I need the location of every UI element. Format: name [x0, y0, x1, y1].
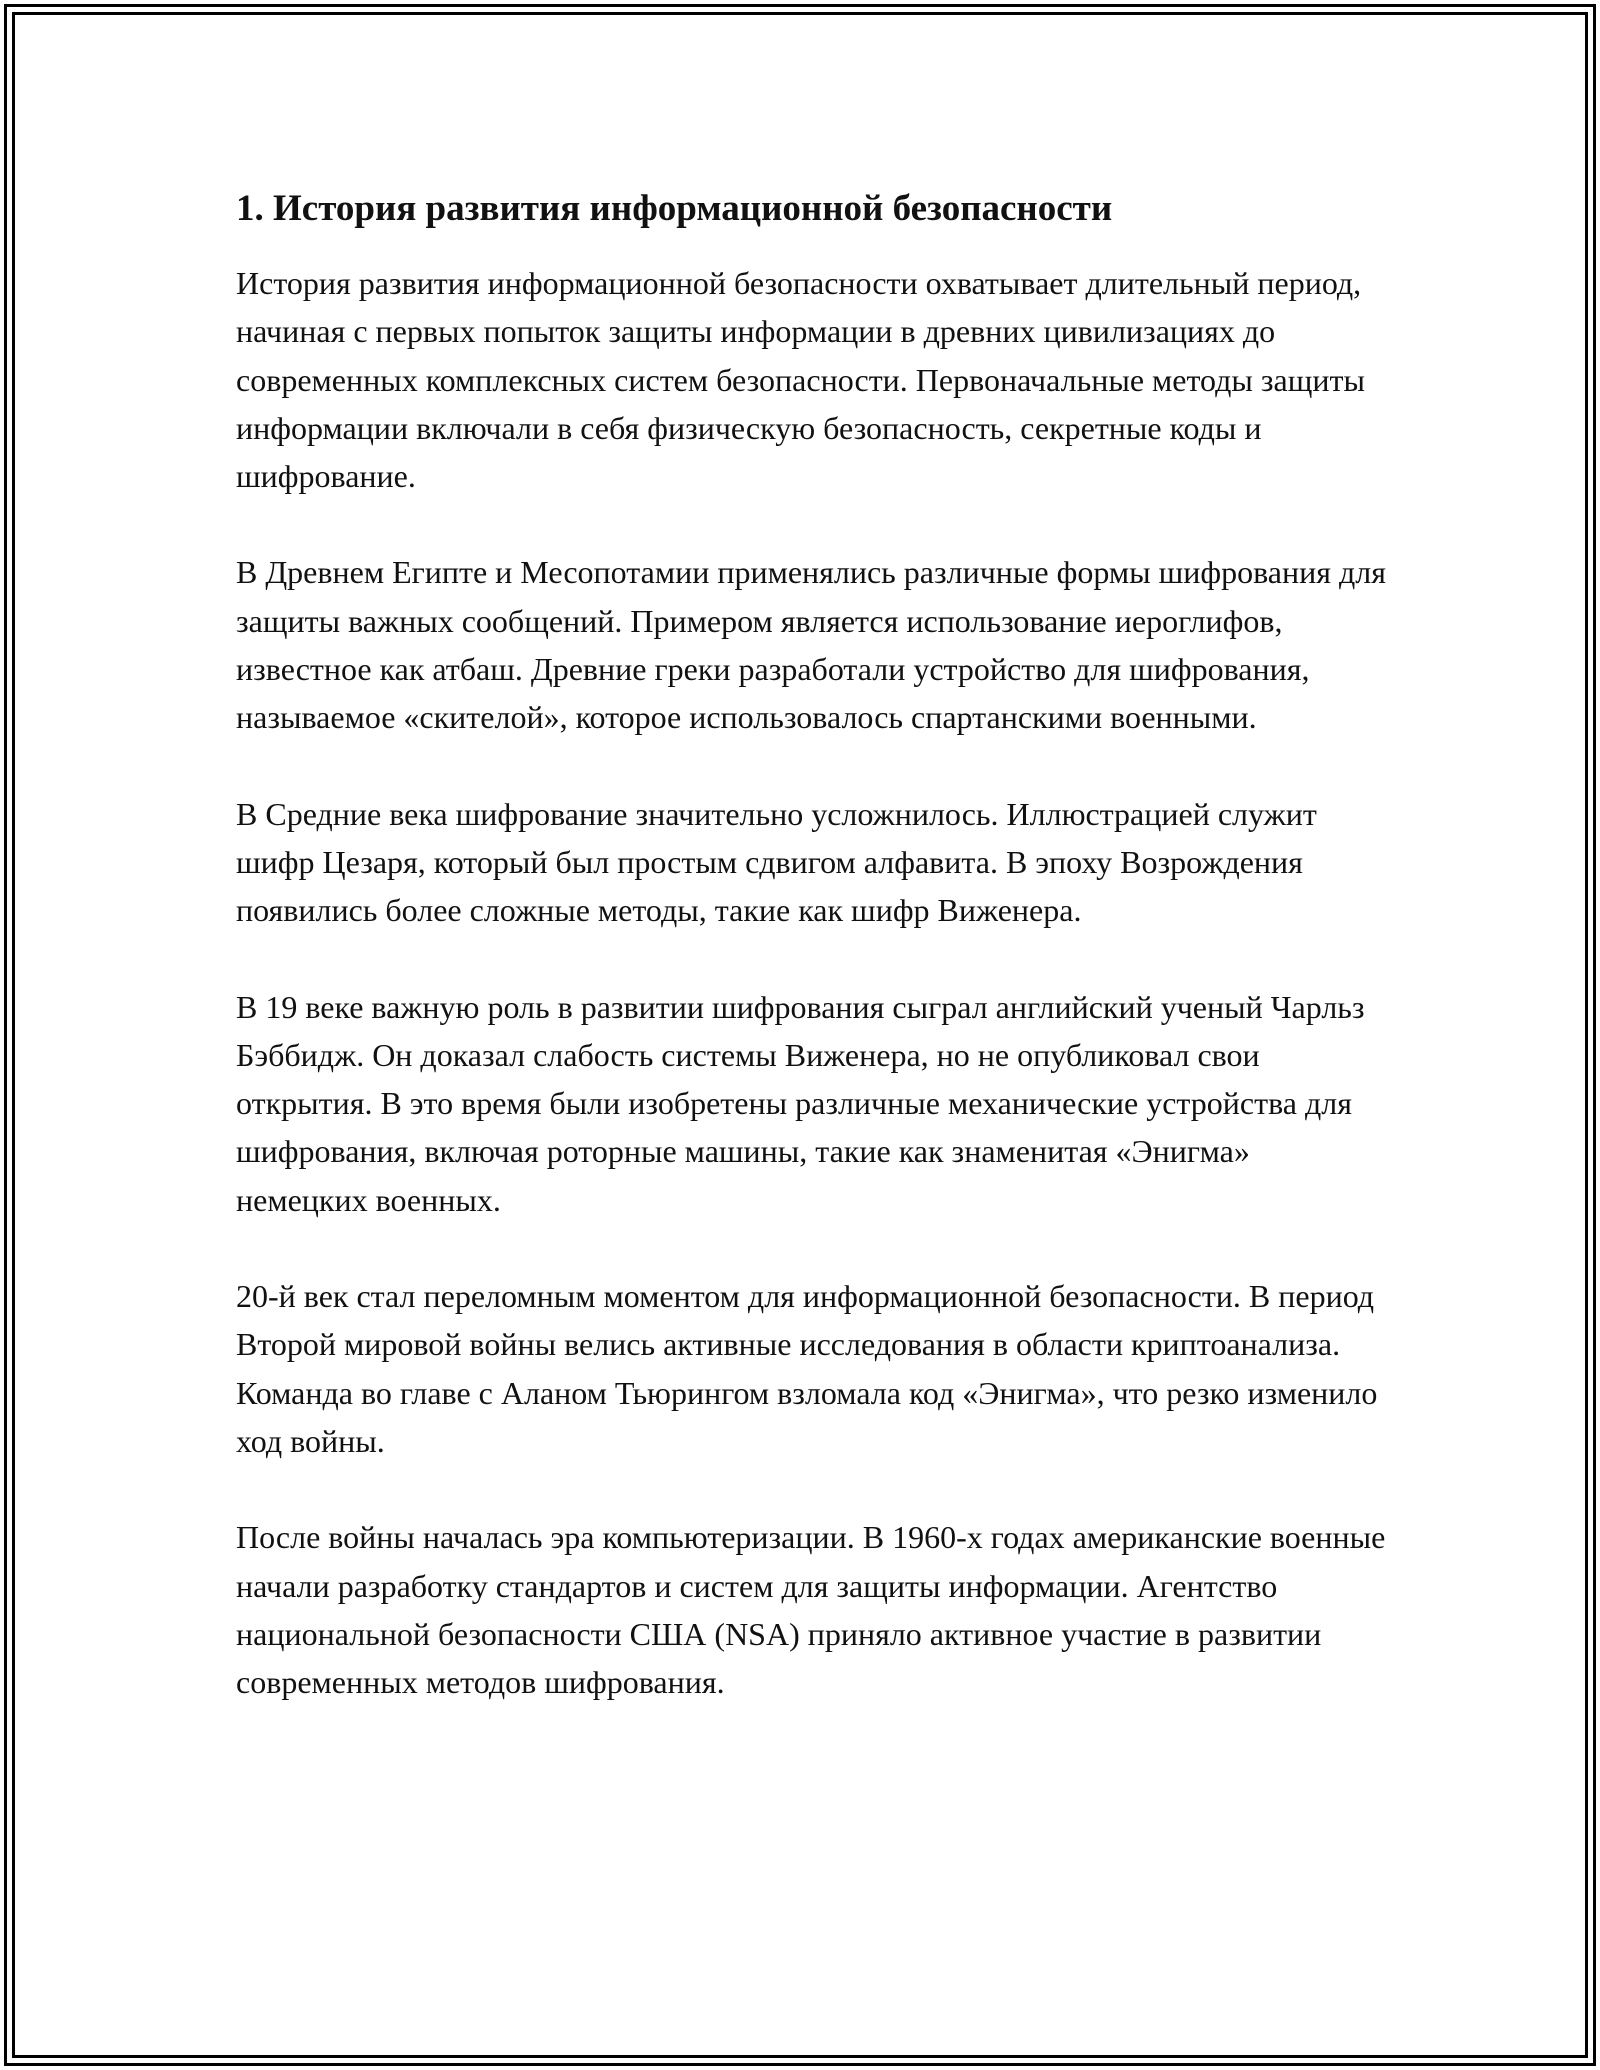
section-title: 1. История развития информационной безопасности	[236, 188, 1113, 229]
paragraph-middle-ages: В Средние века шифрование значительно усложнилось. Иллюстрацией служит шифр Цезаря, который был простым сдвигом алфавита. В эпоху Возрождения появились более сложные методы, такие как шифр Виженера.	[236, 795, 1317, 929]
paragraph-intro: История развития информационной безопасности охватывает длительный период, начиная с первых попыток защиты информации в древних цивилизациях до современных комплексных систем безопасности. Первоначальные методы защиты информации включали в себя физическую безопасность, секретные коды и шифрование.	[236, 265, 1365, 495]
paragraph-post-war: После войны началась эра компьютеризации. В 1960-х годах американские военные начали разработку стандартов и систем для защиты информации. Агентство национальной безопасности США (NSA) приняло активное участие в развитии современных методов шифрования.	[236, 1519, 1386, 1701]
document-body	[236, 185, 1386, 1754]
paragraph-19th-century: В 19 веке важную роль в развитии шифрования сыграл английский ученый Чарльз Бэббидж. Он доказал слабость системы Виженера, но не опубликовал свои открытия. В это время были изобретены различные механические устройства для шифрования, включая роторные машины, такие как знаменитая «Энигма» немецких военных.	[236, 988, 1365, 1218]
paragraph-ancient: В Древнем Египте и Месопотамии применялись различные формы шифрования для защиты важных сообщений. Примером является использование иероглифов, известное как атбаш. Древние греки разработали устройство для шифрования, называемое «скителой», которое использовалось спартанскими военными.	[236, 554, 1386, 736]
paragraph-20th-century: 20-й век стал переломным моментом для информационной безопасности. В период Второй мировой войны велись активные исследования в области криптоанализа. Команда во главе с Аланом Тьюрингом взломала код «Энигма», что резко изменило ход войны.	[236, 1278, 1378, 1459]
